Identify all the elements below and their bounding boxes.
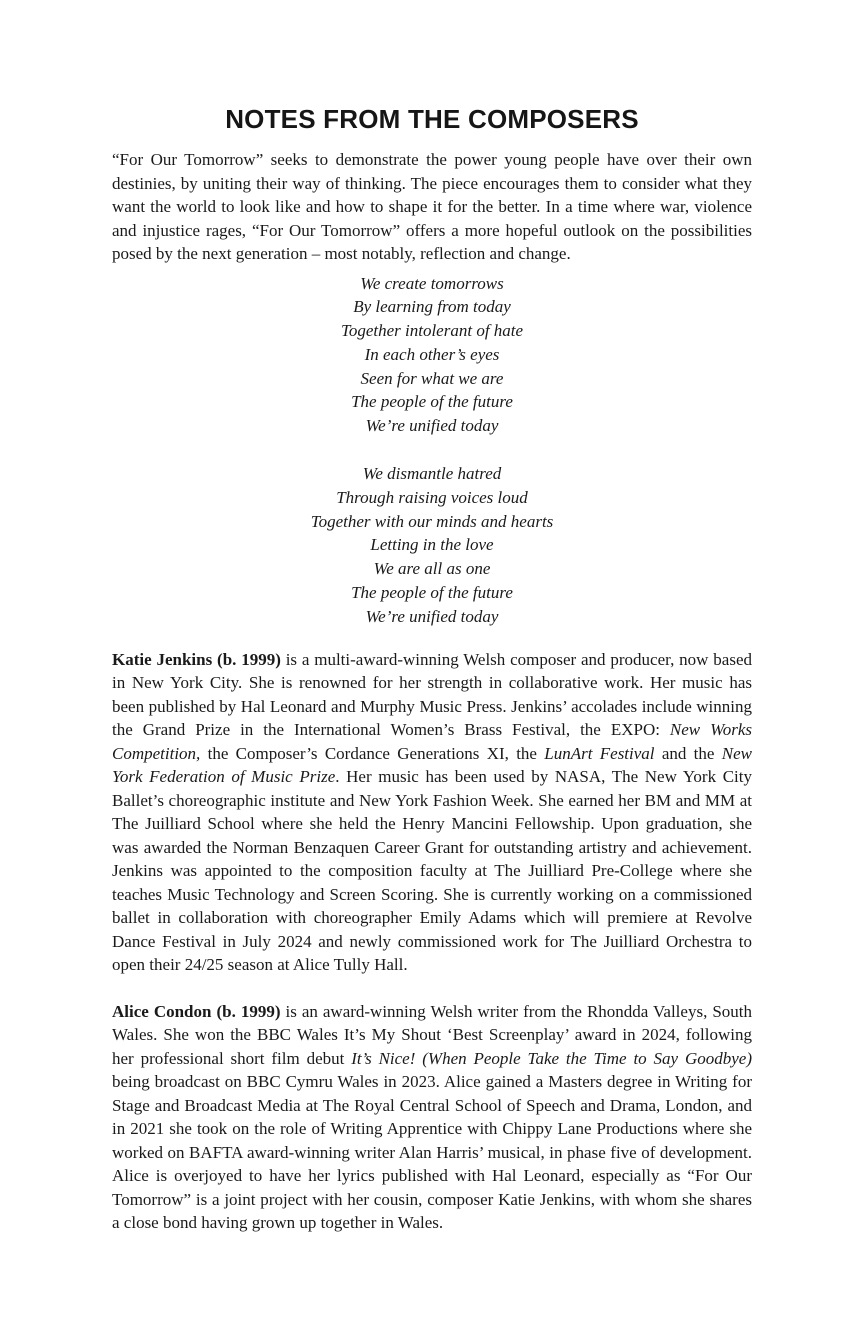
bio-paragraph-katie-jenkins [112, 648, 752, 977]
text-segment: the Composer’s Cordance Generations XI, the [200, 743, 545, 763]
text-segment: and the [654, 743, 722, 763]
lyric-line: We are all as one [373, 559, 491, 579]
text-segment: . Her music has been used by NASA, The New York City Ballet’s choreographic institute and New York Fashion Week. She earned her BM and MM at The Juilliard School where she held the Henry Mancini Fellowship. Upon graduation, she was awarded the Norman Benzaquen Career Grant for outstanding artistry and achievement. Jenkins was appointed to the composition faculty at The Juilliard Pre-College where she teaches Music Technology and Screen Scoring. She is currently working on a commissioned ballet in collaboration with choreographer Emily Adams which will premiere at Revolve Dance Festival in July 2024 and newly commissioned work for The Juilliard Orchestra to open their 24/25 season at Alice Tully Hall. [112, 767, 753, 975]
lyric-line: Together with our minds and hearts [310, 511, 554, 531]
lyric-line: Seen for what we are [360, 368, 504, 388]
lyric-line: By learning from today [353, 297, 511, 317]
lyrics-verse-2 [112, 462, 752, 629]
page-title: NOTES FROM THE COMPOSERS [225, 104, 639, 134]
text-segment: is an award-winning Welsh writer from the Rhondda Valleys, South Wales. She won the BBC Wales It’s My Shout ‘Best Screenplay’ award in 2024, following her professional short film debut [112, 1001, 752, 1068]
text-segment-italic: New York Federation of Music Prize [112, 743, 752, 787]
composer-name-bold: Katie Jenkins (b. 1999) [112, 649, 281, 669]
text-segment-italic: LunArt Festival [544, 743, 655, 763]
lyric-line: Letting in the love [370, 535, 494, 555]
lyric-line: We’re unified today [365, 606, 499, 626]
text-segment-italic: It’s Nice! (When People Take the Time to Say Goodbye) [351, 1048, 752, 1068]
intro-paragraph: “For Our Tomorrow” seeks to demonstrate the power young people have over their own destinies, by uniting their way of thinking. The piece encourages them to consider what they want the world to look like and how to shape it for the better. In a time where war, violence and injustice rages, “For Our Tomorrow” offers a more hopeful outlook on the possibilities posed by the next generation – most notably, reflection and change. [112, 150, 752, 263]
text-segment-italic: New Works Competition, [112, 720, 752, 763]
lyric-line: We’re unified today [365, 416, 499, 436]
lyric-line: Together intolerant of hate [340, 321, 524, 341]
lyric-line: In each other’s eyes [364, 344, 500, 364]
lyric-line: We create tomorrows [360, 273, 504, 293]
lyric-line: The people of the future [351, 583, 513, 603]
bio-paragraph-alice-condon [112, 1000, 752, 1235]
lyrics-verse-1 [112, 272, 752, 439]
lyric-line: Through raising voices loud [336, 487, 528, 507]
text-segment: is a multi-award-winning Welsh composer and producer, now based in New York City. She is renowned for her strength in collaborative work. Her music has been published by Hal Leonard and Murphy Music Press. Jenkins’ accolades include winning the Grand Prize in the International Women’s Brass Festival, the EXPO: [112, 649, 752, 740]
composer-name-bold: Alice Condon (b. 1999) [112, 1001, 281, 1021]
lyric-line: We dismantle hatred [362, 464, 502, 484]
lyric-line: The people of the future [351, 392, 513, 412]
text-segment: being broadcast on BBC Cymru Wales in 2023. Alice gained a Masters degree in Writing for Stage and Broadcast Media at The Royal Central School of Speech and Drama, London, and in 2021 she took on the role of Writing Apprentice with Chippy Lane Productions where she worked on BAFTA award-winning writer Alan Harris’ musical, in phase five of development. Alice is overjoyed to have her lyrics published with Hal Leonard, especially as “For Our Tomorrow” is a joint project with her cousin, composer Katie Jenkins, with whom she shares a close bond having grown up together in Wales. [112, 1072, 752, 1233]
